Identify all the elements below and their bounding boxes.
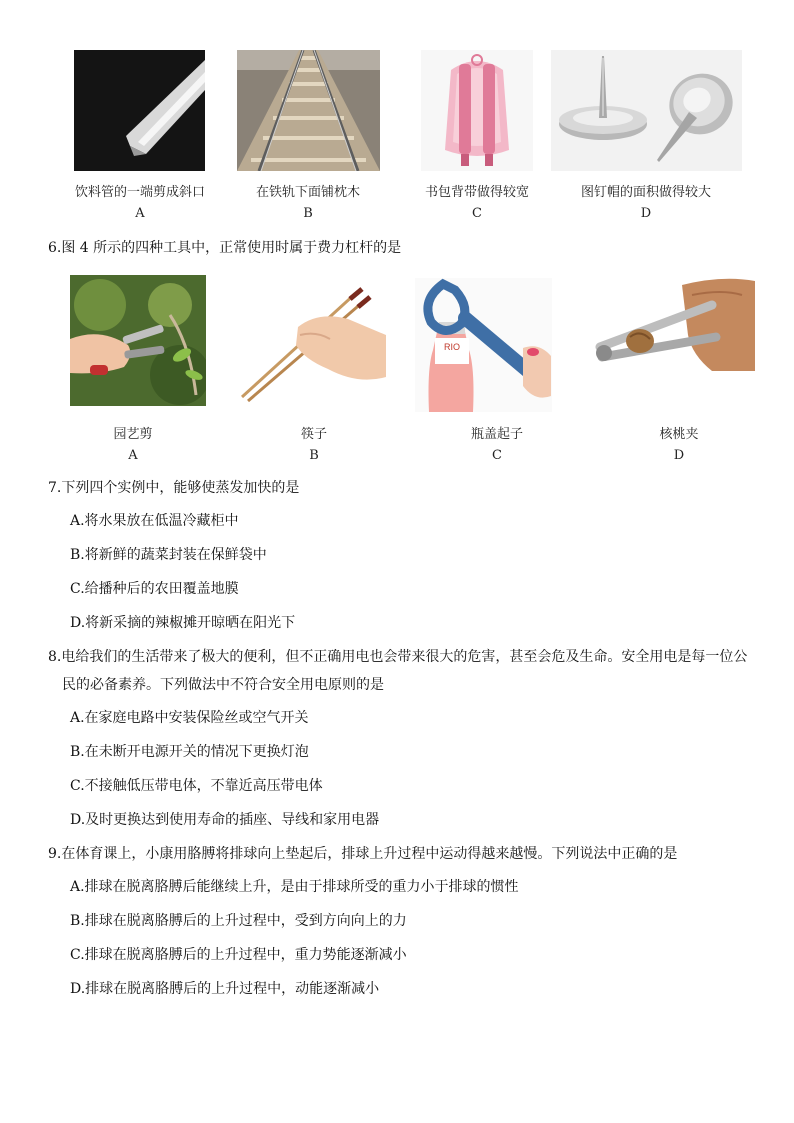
q8-option-c: C.不接触低压带电体，不靠近高压带电体 (70, 778, 323, 794)
q6-letter-a: A (128, 448, 138, 463)
q6-caption-c: 瓶盖起子 (470, 427, 524, 442)
q7-option-c: C.给播种后的农田覆盖地膜 (70, 581, 239, 597)
q6-caption-d: 核桃夹 (659, 427, 699, 442)
q8-option-b: B.在未断开电源开关的情况下更换灯泡 (70, 744, 309, 760)
q5-caption-a: 饮料管的一端剪成斜口 (74, 185, 206, 200)
q6-caption-a: 园艺剪 (113, 427, 153, 442)
schoolbag-straps-image (421, 50, 533, 171)
q5-caption-d: 图钉帽的面积做得较大 (580, 185, 712, 200)
thumbtack-image (551, 50, 742, 171)
q7-stem: 7.下列四个实例中，能够使蒸发加快的是 (48, 480, 300, 496)
q7-option-b: B.将新鲜的蔬菜封装在保鲜袋中 (70, 547, 267, 563)
q5-letter-b: B (303, 206, 313, 221)
chopsticks-image (238, 285, 386, 403)
q8-option-d: D.及时更换达到使用寿命的插座、导线和家用电器 (70, 812, 380, 828)
q6-letter-b: B (309, 448, 319, 463)
bottle-opener-image (415, 278, 552, 412)
bottle-label-text: RIO (443, 342, 461, 352)
straw-cut-image (74, 50, 205, 171)
q6-caption-b: 筷子 (300, 427, 328, 442)
q6-stem: 6.图 4 所示的四种工具中，正常使用时属于费力杠杆的是 (48, 240, 402, 256)
q9-option-b: B.排球在脱离胳膊后的上升过程中，受到方向向上的力 (70, 913, 407, 929)
q5-letter-d: D (640, 206, 652, 221)
q8-option-a: A.在家庭电路中安装保险丝或空气开关 (70, 710, 309, 726)
q7-option-d: D.将新采摘的辣椒摊开晾晒在阳光下 (70, 615, 296, 631)
q8-stem-line2: 民的必备素养。下列做法中不符合安全用电原则的是 (62, 677, 384, 693)
q5-letter-c: C (472, 206, 482, 221)
garden-shears-image (70, 275, 206, 406)
q5-caption-b: 在铁轨下面铺枕木 (255, 185, 361, 200)
q6-letter-c: C (492, 448, 502, 463)
railway-sleepers-image (237, 50, 380, 171)
q8-stem-line1: 8.电给我们的生活带来了极大的便利，但不正确用电也会带来很大的危害，甚至会危及生命。安全用电是每一位公 (48, 649, 748, 665)
q5-letter-a: A (135, 206, 145, 221)
q9-option-a: A.排球在脱离胳膊后能继续上升，是由于排球所受的重力小于排球的惯性 (70, 879, 519, 895)
q5-caption-c: 书包背带做得较宽 (424, 185, 530, 200)
q7-option-a: A.将水果放在低温冷藏柜中 (70, 513, 239, 529)
nutcracker-image (592, 275, 755, 371)
q9-stem: 9.在体育课上，小康用胳膊将排球向上垫起后，排球上升过程中运动得越来越慢。下列说法中正确的是 (48, 846, 678, 862)
q9-option-d: D.排球在脱离胳膊后的上升过程中，动能逐渐减小 (70, 981, 380, 997)
q6-letter-d: D (673, 448, 685, 463)
q9-option-c: C.排球在脱离胳膊后的上升过程中，重力势能逐渐减小 (70, 947, 407, 963)
